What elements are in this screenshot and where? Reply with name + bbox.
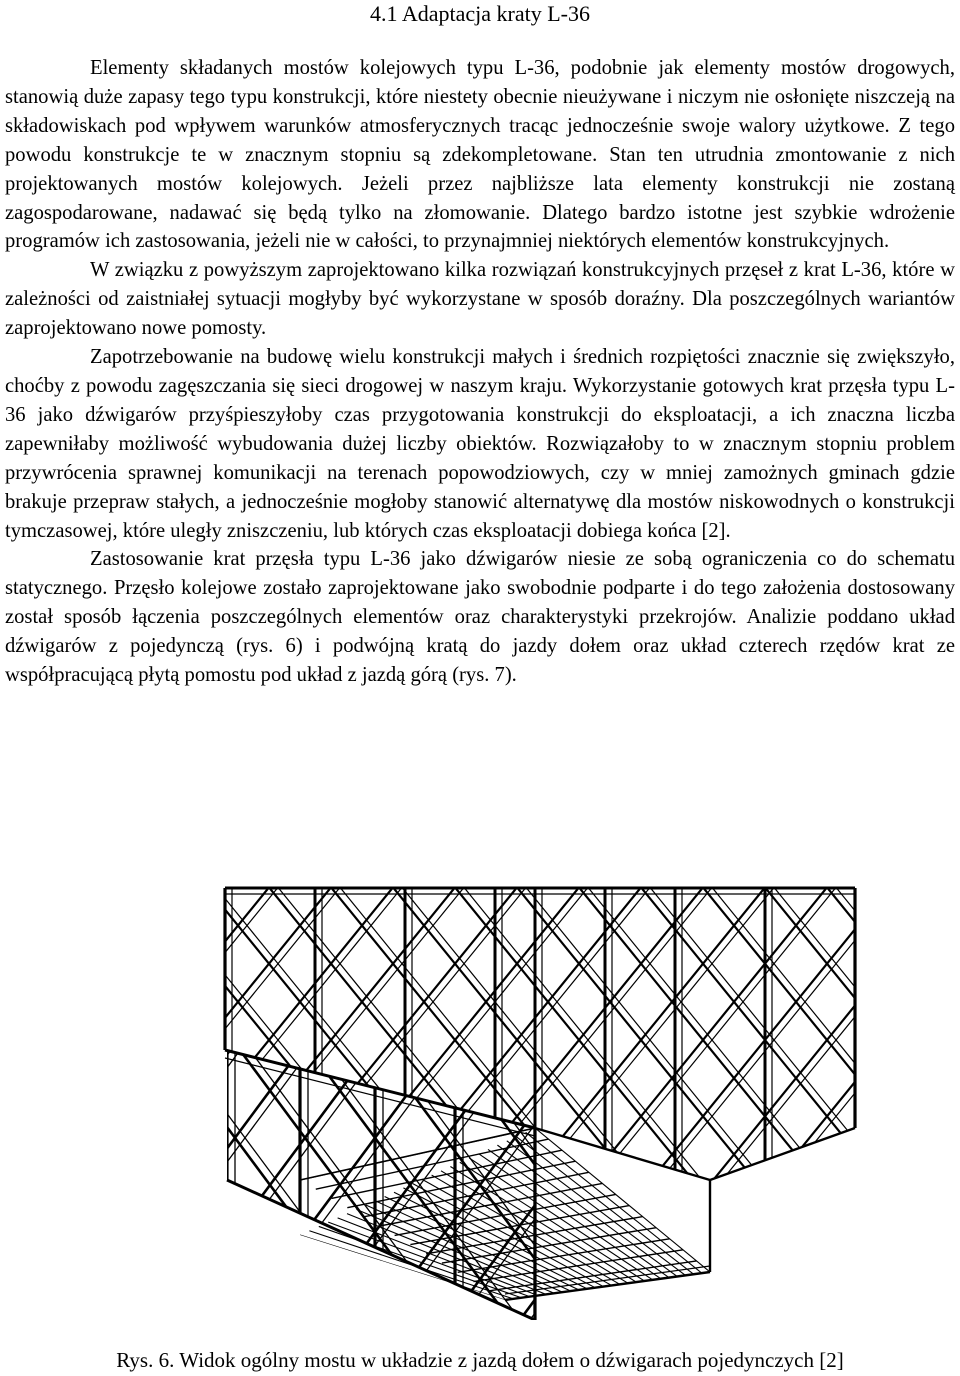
lattice-bar	[585, 1030, 815, 1320]
lattice-bar	[205, 1030, 245, 1320]
lattice-bar	[205, 1030, 325, 1320]
lattice-bar	[706, 880, 925, 1200]
lattice-bar	[205, 880, 213, 1200]
figure-caption: Rys. 6. Widok ogólny mostu w układzie z jazdą dołem o dźwigarach pojedynczych [2]	[116, 1348, 844, 1372]
deck-cross-beam	[422, 1179, 611, 1285]
lattice-bar	[205, 880, 222, 1200]
lattice-bar	[759, 880, 925, 1200]
deck-cross-beam	[432, 1175, 620, 1284]
lattice-bar	[855, 1030, 925, 1320]
deck-edge	[710, 1128, 855, 1180]
lattice-bar	[855, 1030, 925, 1320]
lattice-bar	[205, 880, 461, 1200]
lattice-bar	[795, 1030, 925, 1320]
lattice-bar	[759, 880, 925, 1200]
lattice-bar	[883, 880, 925, 1200]
lattice-bar	[585, 1030, 815, 1320]
paragraph: Zastosowanie krat przęsła typu L-36 jako dźwigarów niesie ze sobą ograniczenia co do schematu statycznego. Przęsło kolejowe zostało zaprojektowane jako swobodnie podparte i do tego założenia dostosowany został sposób łączenia poszczególnych elementów oraz charakterystyki przekrojów. Analizie poddano układ dźwigarów z pojedynczą (rys. 6) i podwójną kratą do jazdy dołem oraz układ czterech rzędów krat ze współpracującą płytą pomostu pod układ z jazdą górą (rys. 7).	[5, 548, 955, 687]
lattice-bar	[235, 1030, 465, 1320]
paragraph: W związku z powyższym zaprojektowano kilka rozwiązań konstrukcyjnych przęseł z krat L-36, które w zależności od zaistniałej sytuacji mogłyby być wykorzystane w sposób doraźny. Dla poszczególnych wariantów zaprojektowano nowe pomosty.	[5, 259, 955, 340]
deck-stringer	[316, 1139, 549, 1189]
lattice-bar	[205, 1030, 325, 1320]
deck-cross-beam	[300, 1235, 505, 1300]
lattice-bar	[725, 1030, 925, 1320]
lattice-bar	[883, 880, 925, 1200]
deck-stringer	[332, 1150, 562, 1198]
bridge-frame-outline	[225, 888, 855, 1320]
lattice-bar	[865, 1030, 925, 1320]
lattice-bar	[205, 1030, 255, 1320]
body-text	[5, 54, 955, 690]
lattice-bar	[205, 1030, 255, 1320]
lattice-bar	[865, 1030, 925, 1320]
paragraph: Elementy składanych mostów kolejowych typu L-36, podobnie jak elementy mostów drogowych, stanowią duże zapasy tego typu konstrukcji, które niestety obecnie nieużywane i niczym nie osłonięte niszczeją na składowiskach pod wpływem warunków atmosferycznych tracąc jednocześnie swoje walory użytkowe. Z tego powodu konstrukcje te w znacznym stopniu są zdekompletowane. Stan ten utrudnia zmontowanie z nich projektowanych mostów kolejowych. Jeżeli przez najbliższe lata elementy konstrukcji nie zostaną zagospodarowane, nadawać się będą tylko na złomowanie. Dlatego bardzo istotne jest szybkie wdrożenie programów ich zastosowania, jeżeli nie w całości, to przynajmniej niektórych elementów konstrukcyjnych.	[5, 57, 955, 253]
section-heading: 4.1 Adaptacja kraty L-36	[370, 1, 590, 26]
lattice-bar	[892, 880, 925, 1200]
lattice-bar	[725, 1030, 925, 1320]
lattice-bar	[205, 1030, 245, 1320]
lattice-bar	[235, 1030, 465, 1320]
lattice-bar	[205, 880, 222, 1200]
lattice-bar	[830, 880, 925, 1200]
paragraph: Zapotrzebowanie na budowę wielu konstrukcji małych i średnich rozpiętości znacznie się zwiększyło, choćby z powodu zagęszczania się sieci drogowej w naszym kraju. Wykorzystanie gotowych krat przęsła typu L-36 jako dźwigarów przyśpieszyłoby czas przygotowania konstrukcji do eksploatacji, a ich znaczna liczba zapewniłaby możliwość wybudowania dużej liczby obiektów. Rozwiązałoby to w znacznym stopniu problem przywrócenia sprawnej komunikacji na terenach popowodziowych, czy w mniej zamożnych gminach gdzie brakuje przepraw stałych, a jednocześnie mogłoby stanowić alternatywę dla mostów niskowodnych o konstrukcji tymczasowej, które uległy zniszczeniu, lub których czas eksploatacji dobiega końca [2].	[5, 346, 955, 542]
lattice-bar	[795, 1030, 925, 1320]
bridge-figure	[205, 880, 925, 1320]
lattice-bar	[706, 880, 925, 1200]
lattice-bar	[892, 880, 925, 1200]
bridge-truss-drawing	[205, 880, 925, 1320]
lattice-bar	[205, 880, 213, 1200]
lattice-bar	[830, 880, 925, 1200]
deck-cross-beam	[394, 1192, 587, 1289]
